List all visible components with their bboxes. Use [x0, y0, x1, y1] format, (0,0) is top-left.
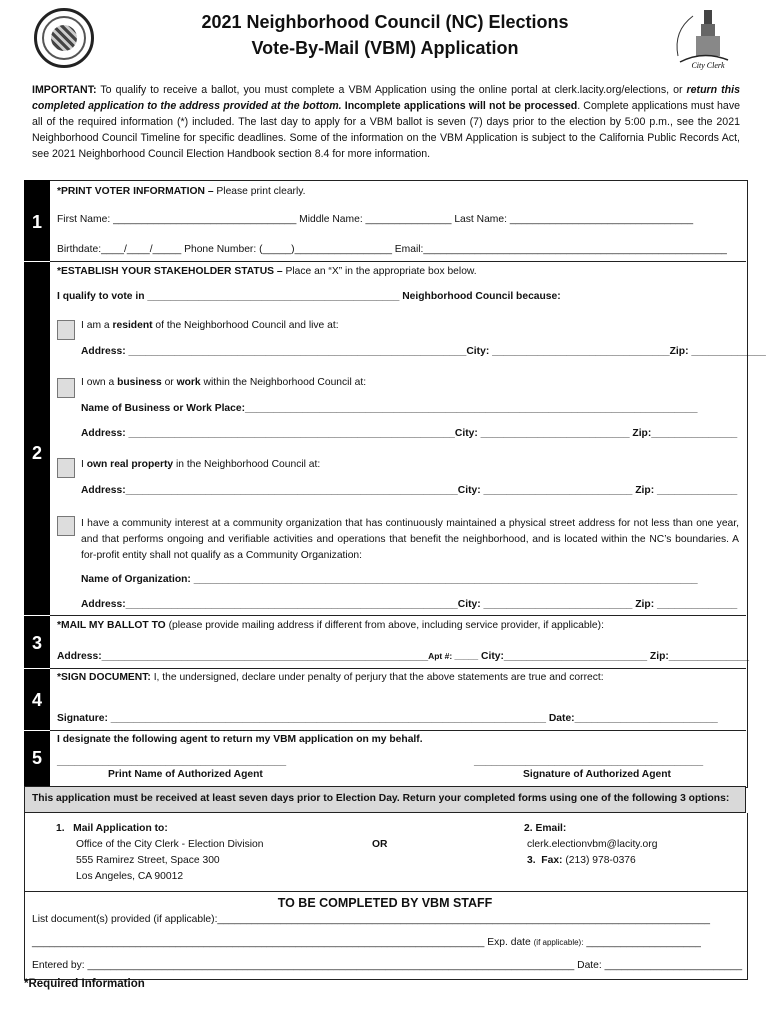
city-clerk-logo	[668, 6, 738, 72]
community-label: I have a community interest at a community organization that has continuously maintained a physical street address for not less than one year, and that performs ongoing and verifiable activities and operations that benefit the neighborhood, and is located within the NC’s boundaries. A for-profit entity shall not qualify as a Community Organization:	[81, 518, 739, 561]
property-label: I own real property in the Neighborhood Council at:	[81, 459, 321, 470]
agent-signature-label: Signature of Authorized Agent	[523, 769, 671, 780]
section-number-3: 3	[31, 633, 42, 653]
community-checkbox[interactable]	[57, 516, 75, 536]
section-1-heading: *PRINT VOTER INFORMATION – Please print clearly.	[57, 186, 306, 197]
property-checkbox[interactable]	[57, 458, 75, 478]
resident-address-field[interactable]: Address: ___________________________________________________________City: _______________________________Zip: _____________	[81, 346, 766, 357]
agent-name-field[interactable]: ________________________________________	[57, 756, 287, 767]
mail-address-line3: Los Angeles, CA 90012	[76, 871, 184, 882]
agent-name-label: Print Name of Authorized Agent	[108, 769, 263, 780]
section-number-4: 4	[31, 690, 42, 710]
section-number-5: 5	[31, 748, 42, 768]
property-address-field[interactable]: Address:__________________________________________________________City: __________________________ Zip: ______________	[81, 485, 738, 496]
form-title-line2: Vote-By-Mail (VBM) Application	[251, 38, 519, 58]
organization-name-field[interactable]: Name of Organization: ________________________________________________________________________________________	[81, 574, 698, 585]
email-address-link[interactable]: clerk.electionvbm@lacity.org	[527, 839, 658, 850]
staff-heading: TO BE COMPLETED BY VBM STAFF	[277, 896, 493, 910]
organization-address-field[interactable]: Address:__________________________________________________________City: __________________________ Zip: ______________	[81, 599, 738, 610]
or-label: OR	[372, 839, 388, 850]
section-5-heading: I designate the following agent to return my VBM application on my behalf.	[57, 734, 423, 745]
deadline-notice-text: This application must be received at least seven days prior to Election Day. Return your completed forms using one of the following 3 options:	[32, 793, 730, 804]
expiration-field[interactable]: _______________________________________________________________________________ Exp. date (if applicable): ____________________	[32, 937, 701, 948]
resident-checkbox[interactable]	[57, 320, 75, 340]
form-title-line1: 2021 Neighborhood Council (NC) Elections	[201, 12, 569, 32]
signature-field[interactable]: Signature: ____________________________________________________________________________ Date:_________________________	[57, 713, 718, 724]
section-4-heading: *SIGN DOCUMENT: I, the undersigned, declare under penalty of perjury that the above statements are true and correct:	[57, 672, 604, 683]
business-address-field[interactable]: Address: _________________________________________________________City: __________________________ Zip:_______________	[81, 428, 738, 439]
agent-signature-field[interactable]: ________________________________________	[474, 756, 704, 767]
business-name-field[interactable]: Name of Business or Work Place:_______________________________________________________________________________	[81, 403, 698, 414]
voter-name-fields[interactable]: First Name: ________________________________ Middle Name: _______________ Last Name: ________________________________	[57, 214, 694, 225]
mail-address-line2: 555 Ramirez Street, Space 300	[76, 855, 220, 866]
option-2-label: 2. Email:	[524, 823, 567, 834]
business-checkbox[interactable]	[57, 378, 75, 398]
svg-text:City Clerk: City Clerk	[691, 61, 725, 70]
mail-address-line1: Office of the City Clerk - Election Division	[76, 839, 264, 850]
fax-option: 3. Fax: (213) 978-0376	[527, 855, 636, 866]
business-label: I own a business or work within the Neighborhood Council at:	[81, 377, 367, 388]
nc-name-field[interactable]: I qualify to vote in ____________________________________________ Neighborhood Council because:	[57, 291, 561, 302]
required-info-note: *Required Information	[24, 978, 145, 990]
resident-label: I am a resident of the Neighborhood Council and live at:	[81, 320, 339, 331]
mailing-address-field[interactable]: Address:_________________________________________________________Apt #: _____ City:_________________________ Zip:______________	[57, 651, 749, 662]
documents-field[interactable]: List document(s) provided (if applicable):______________________________________________________________________________________	[32, 914, 710, 925]
voter-contact-fields[interactable]: Birthdate:____/____/_____ Phone Number: (_____)_________________ Email:_____________________________________________________	[57, 244, 727, 255]
section-3-heading: *MAIL MY BALLOT TO (please provide mailing address if different from above, including service provider, if applicable):	[57, 620, 604, 631]
option-1-label: 1. Mail Application to:	[56, 823, 168, 834]
entered-by-field[interactable]: Entered by: _____________________________________________________________________________________ Date: ________________________	[32, 960, 743, 971]
section-2-heading: *ESTABLISH YOUR STAKEHOLDER STATUS – Place an “X” in the appropriate box below.	[57, 266, 477, 277]
section-number-2: 2	[31, 443, 42, 463]
section-number-1: 1	[31, 212, 42, 232]
important-notice: IMPORTANT: To qualify to receive a ballot, you must complete a VBM Application using the online portal at clerk.lacity.org/elections, or return this completed application to the address provided at the bottom. Incomplete applications will not be processed. Complete applications must have all of the required information (*) included. The last day to apply for a VBM ballot is seven (7) days prior to the election by 5:00 p.m., see the 2021 Neighborhood Council Timeline for specific deadlines. Some of the information on the VBM Application is subject to the California Public Records Act, see 2021 Neighborhood Council Election Handbook section 8.4 for more information.	[32, 84, 741, 160]
